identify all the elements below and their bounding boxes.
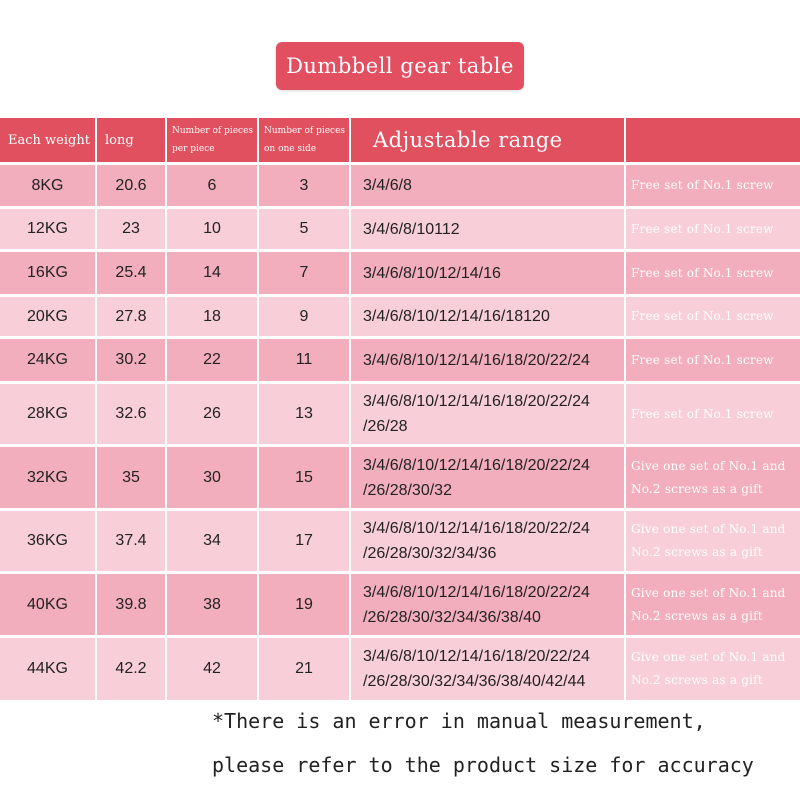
cell-long: 39.8 (96, 573, 166, 637)
range-line: /26/28/30/32/34/36/38/40/42/44 (363, 673, 586, 690)
header-long: long (96, 118, 166, 164)
header-note (625, 118, 800, 164)
cell-weight: 36KG (0, 510, 96, 573)
cell-gift-note (625, 208, 800, 251)
cell-long: 37.4 (96, 510, 166, 573)
cell-long: 20.6 (96, 164, 166, 208)
cell-pieces-one-side: 5 (258, 208, 350, 251)
table-row (0, 510, 800, 573)
range-line: 3/4/6/8/10/12/14/16/18/20/22/24 (363, 583, 590, 601)
cell-long: 32.6 (96, 383, 166, 446)
range-line: 3/4/6/8/10/12/14/16 (363, 264, 501, 282)
range-line: /26/28/30/32/34/36/38/40 (363, 608, 541, 626)
cell-weight: 32KG (0, 446, 96, 510)
cell-pieces-one-side: 7 (258, 251, 350, 296)
note-line: Free set of No.1 screw (631, 406, 774, 421)
header-row (0, 118, 800, 164)
cell-pieces-one-side: 15 (258, 446, 350, 510)
table-row (0, 164, 800, 208)
cell-long: 23 (96, 208, 166, 251)
note-line: Free set of No.1 screw (631, 221, 774, 236)
cell-weight: 12KG (0, 208, 96, 251)
cell-pieces-per-piece: 42 (166, 637, 258, 702)
cell-gift-note (625, 637, 800, 702)
range-line: /26/28/30/32 (363, 481, 452, 499)
range-line: 3/4/6/8/10/12/14/16/18/20/22/24 (363, 351, 590, 369)
cell-pieces-per-piece: 38 (166, 573, 258, 637)
note-line: Give one set of No.1 and (631, 650, 786, 664)
cell-pieces-per-piece: 14 (166, 251, 258, 296)
header-pieces-per-piece-line1: Number of pieces (172, 126, 254, 136)
note-line: No.2 screws as a gift (631, 608, 763, 623)
note-line: No.2 screws as a gift (631, 481, 763, 496)
cell-gift-note (625, 296, 800, 338)
cell-adjustable-range (350, 338, 625, 383)
cell-pieces-one-side: 17 (258, 510, 350, 573)
cell-weight: 24KG (0, 338, 96, 383)
table-row (0, 446, 800, 510)
table-body (0, 164, 800, 702)
cell-adjustable-range (350, 164, 625, 208)
table-row (0, 383, 800, 446)
cell-adjustable-range (350, 573, 625, 637)
note-line: Free set of No.1 screw (631, 352, 774, 367)
table-row (0, 296, 800, 338)
header-pieces-one-side (258, 118, 350, 164)
table-row (0, 208, 800, 251)
range-line: 3/4/6/8 (363, 177, 412, 194)
range-line: 3/4/6/8/10/12/14/16/18/20/22/24 (363, 648, 590, 665)
table-row (0, 637, 800, 702)
cell-gift-note (625, 383, 800, 446)
cell-weight: 20KG (0, 296, 96, 338)
cell-gift-note (625, 164, 800, 208)
cell-pieces-per-piece: 22 (166, 338, 258, 383)
note-line: Give one set of No.1 and (631, 585, 786, 600)
cell-long: 30.2 (96, 338, 166, 383)
cell-pieces-one-side: 19 (258, 573, 350, 637)
dumbbell-gear-table (0, 118, 800, 703)
cell-pieces-one-side: 11 (258, 338, 350, 383)
header-pieces-one-side-line2: on one side (264, 144, 317, 154)
note-line: Give one set of No.1 and (631, 458, 786, 473)
table-title: Dumbbell gear table (276, 42, 524, 90)
cell-weight: 8KG (0, 164, 96, 208)
header-adjustable-range: Adjustable range (350, 118, 625, 164)
range-line: 3/4/6/8/10/12/14/16/18120 (363, 308, 550, 325)
header-pieces-one-side-line1: Number of pieces (264, 126, 346, 136)
cell-gift-note (625, 251, 800, 296)
note-line: Free set of No.1 screw (631, 265, 774, 280)
cell-gift-note (625, 446, 800, 510)
range-line: 3/4/6/8/10112 (363, 220, 460, 238)
cell-adjustable-range (350, 510, 625, 573)
cell-pieces-one-side: 3 (258, 164, 350, 208)
table-row (0, 573, 800, 637)
table-row (0, 251, 800, 296)
cell-adjustable-range (350, 446, 625, 510)
range-line: 3/4/6/8/10/12/14/16/18/20/22/24 (363, 393, 590, 410)
cell-adjustable-range (350, 383, 625, 446)
cell-weight: 44KG (0, 637, 96, 702)
cell-long: 25.4 (96, 251, 166, 296)
table-row (0, 338, 800, 383)
cell-pieces-per-piece: 10 (166, 208, 258, 251)
cell-adjustable-range (350, 251, 625, 296)
footnote-line-2: please refer to the product size for accuracy (212, 753, 754, 777)
cell-weight: 40KG (0, 573, 96, 637)
cell-adjustable-range (350, 208, 625, 251)
cell-gift-note (625, 573, 800, 637)
note-line: No.2 screws as a gift (631, 545, 763, 559)
cell-pieces-one-side: 13 (258, 383, 350, 446)
header-pieces-per-piece-line2: per piece (172, 144, 215, 154)
cell-gift-note (625, 338, 800, 383)
note-line: Free set of No.1 screw (631, 178, 774, 192)
cell-adjustable-range (350, 296, 625, 338)
cell-adjustable-range (350, 637, 625, 702)
header-weight: Each weight (0, 118, 96, 164)
header-pieces-per-piece (166, 118, 258, 164)
note-line: No.2 screws as a gift (631, 673, 763, 687)
cell-pieces-per-piece: 26 (166, 383, 258, 446)
range-line: /26/28 (363, 418, 408, 435)
note-line: Free set of No.1 screw (631, 309, 774, 323)
cell-pieces-per-piece: 6 (166, 164, 258, 208)
cell-pieces-per-piece: 18 (166, 296, 258, 338)
cell-weight: 16KG (0, 251, 96, 296)
cell-pieces-per-piece: 34 (166, 510, 258, 573)
cell-gift-note (625, 510, 800, 573)
range-line: 3/4/6/8/10/12/14/16/18/20/22/24 (363, 520, 590, 537)
cell-long: 42.2 (96, 637, 166, 702)
range-line: 3/4/6/8/10/12/14/16/18/20/22/24 (363, 456, 590, 474)
footnote-line-1: *There is an error in manual measurement, (212, 709, 706, 733)
cell-weight: 28KG (0, 383, 96, 446)
cell-pieces-per-piece: 30 (166, 446, 258, 510)
cell-long: 35 (96, 446, 166, 510)
cell-pieces-one-side: 9 (258, 296, 350, 338)
cell-long: 27.8 (96, 296, 166, 338)
cell-pieces-one-side: 21 (258, 637, 350, 702)
note-line: Give one set of No.1 and (631, 522, 786, 536)
range-line: /26/28/30/32/34/36 (363, 545, 497, 562)
